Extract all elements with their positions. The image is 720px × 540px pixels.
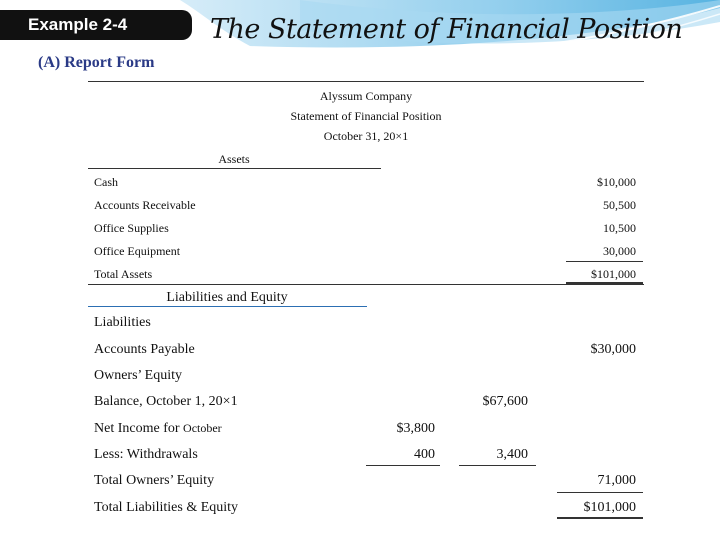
asset-amount-receivable: 50,500 bbox=[603, 198, 636, 212]
assets-heading-rule bbox=[88, 168, 381, 169]
example-badge: Example 2-4 bbox=[0, 10, 192, 40]
statement-top-rule bbox=[88, 81, 644, 82]
total-liabilities-equity-amount: $101,000 bbox=[583, 500, 636, 515]
statement-date: October 31, 20×1 bbox=[323, 129, 409, 143]
slide-title: The Statement of Financial Position bbox=[210, 14, 683, 45]
total-assets-double-rule-2 bbox=[88, 284, 644, 285]
asset-amount-equipment: 30,000 bbox=[603, 244, 636, 258]
asset-label-supplies: Office Supplies bbox=[94, 221, 169, 235]
net-income-label bbox=[94, 421, 222, 437]
net-income-label-text: Net Income for bbox=[94, 421, 184, 436]
liabilities-equity-heading-rule bbox=[88, 306, 367, 307]
accounts-payable-label: Accounts Payable bbox=[94, 342, 195, 357]
net-income-month: October bbox=[183, 421, 222, 435]
net-income-amount: $3,800 bbox=[396, 421, 435, 436]
total-assets-label: Total Assets bbox=[94, 267, 153, 281]
asset-label-cash: Cash bbox=[94, 175, 118, 189]
total-equity-amount: 71,000 bbox=[597, 473, 636, 488]
balance-amount: $67,600 bbox=[482, 394, 528, 409]
slide-subtitle: (A) Report Form bbox=[38, 54, 155, 71]
accounts-payable-amount: $30,000 bbox=[590, 342, 636, 357]
total-equity-label: Total Owners’ Equity bbox=[94, 473, 215, 488]
withdrawals-label: Less: Withdrawals bbox=[94, 447, 198, 462]
asset-label-receivable: Accounts Receivable bbox=[94, 198, 196, 212]
owners-equity-heading: Owners’ Equity bbox=[94, 368, 182, 383]
asset-amount-cash: $10,000 bbox=[597, 175, 636, 189]
total-assets-amount: $101,000 bbox=[591, 267, 636, 281]
total-equity-underline bbox=[557, 492, 643, 493]
company-name: Alyssum Company bbox=[319, 89, 413, 103]
withdrawals-net-underline bbox=[459, 465, 536, 466]
withdrawals-underline bbox=[366, 465, 440, 466]
assets-heading: Assets bbox=[218, 152, 250, 166]
liabilities-heading: Liabilities bbox=[94, 315, 151, 330]
assets-subtotal-rule bbox=[566, 261, 643, 262]
statement-name: Statement of Financial Position bbox=[290, 109, 442, 123]
balance-label: Balance, October 1, 20×1 bbox=[94, 394, 238, 409]
liabilities-equity-heading: Liabilities and Equity bbox=[166, 290, 288, 305]
withdrawals-net-amount: 3,400 bbox=[496, 447, 528, 462]
total-liabilities-equity-label: Total Liabilities & Equity bbox=[94, 500, 239, 515]
total-liabilities-equity-double-rule bbox=[557, 517, 643, 519]
asset-amount-supplies: 10,500 bbox=[603, 221, 636, 235]
asset-label-equipment: Office Equipment bbox=[94, 244, 181, 258]
withdrawals-amount: 400 bbox=[414, 447, 435, 462]
